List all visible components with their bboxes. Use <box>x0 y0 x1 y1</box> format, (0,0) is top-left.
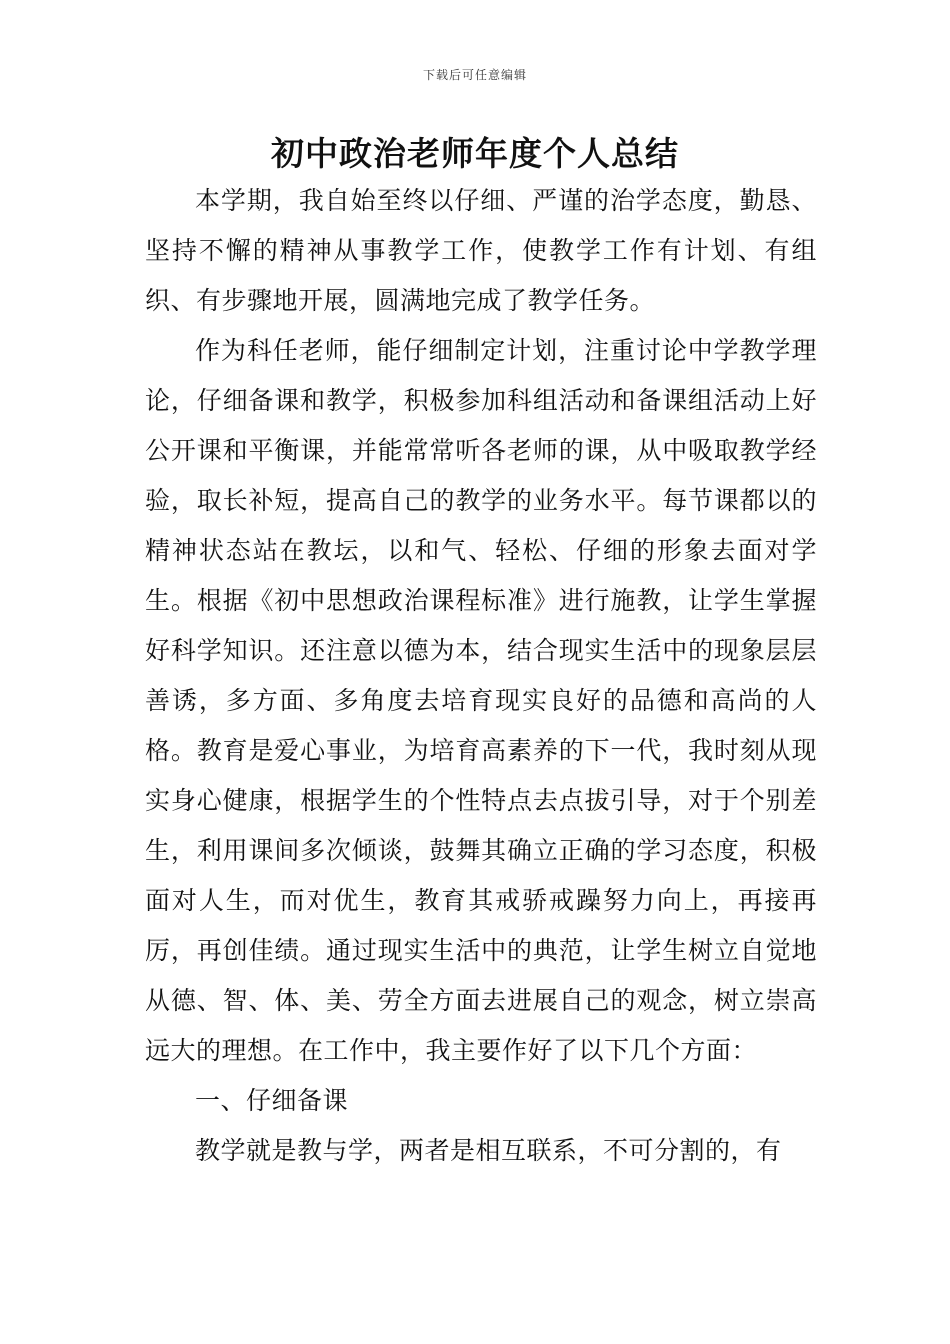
paragraph-main: 作为科任老师，能仔细制定计划，注重讨论中学教学理论，仔细备课和教学，积极参加科组活动和备课组活动上好公开课和平衡课，并能常常听各老师的课，从中吸取教学经验，取长补短，提高自己的教学的业务水平。每节课都以的精神状态站在教坛，以和气、轻松、仔细的形象去面对学生。根据《初中思想政治课程标准》进行施教，让学生掌握好科学知识。还注意以德为本，结合现实生活中的现象层层善诱，多方面、多角度去培育现实良好的品德和高尚的人格。教育是爱心事业，为培育高素养的下一代，我时刻从现实身心健康，根据学生的个性特点去点拔引导，对于个别差生，利用课间多次倾谈，鼓舞其确立正确的学习态度，积极面对人生，而对优生，教育其戒骄戒躁努力向上，再接再厉，再创佳绩。通过现实生活中的典范，让学生树立自觉地从德、智、体、美、劳全方面去进展自己的观念，树立崇高远大的理想。在工作中，我主要作好了以下几个方面： <box>145 336 817 1065</box>
document-title: 初中政治老师年度个人总结 <box>271 134 679 173</box>
document-body <box>145 176 817 1176</box>
paragraph-intro: 本学期，我自始至终以仔细、严谨的治学态度，勤恳、坚持不懈的精神从事教学工作，使教学工作有计划、有组织、有步骤地开展，圆满地完成了教学任务。 <box>145 186 817 315</box>
paragraph-teaching: 教学就是教与学，两者是相互联系，不可分割的，有 <box>195 1136 782 1165</box>
section-heading-careful-prep: 一、仔细备课 <box>195 1086 349 1115</box>
header-note: 下载后可任意编辑 <box>422 68 527 82</box>
